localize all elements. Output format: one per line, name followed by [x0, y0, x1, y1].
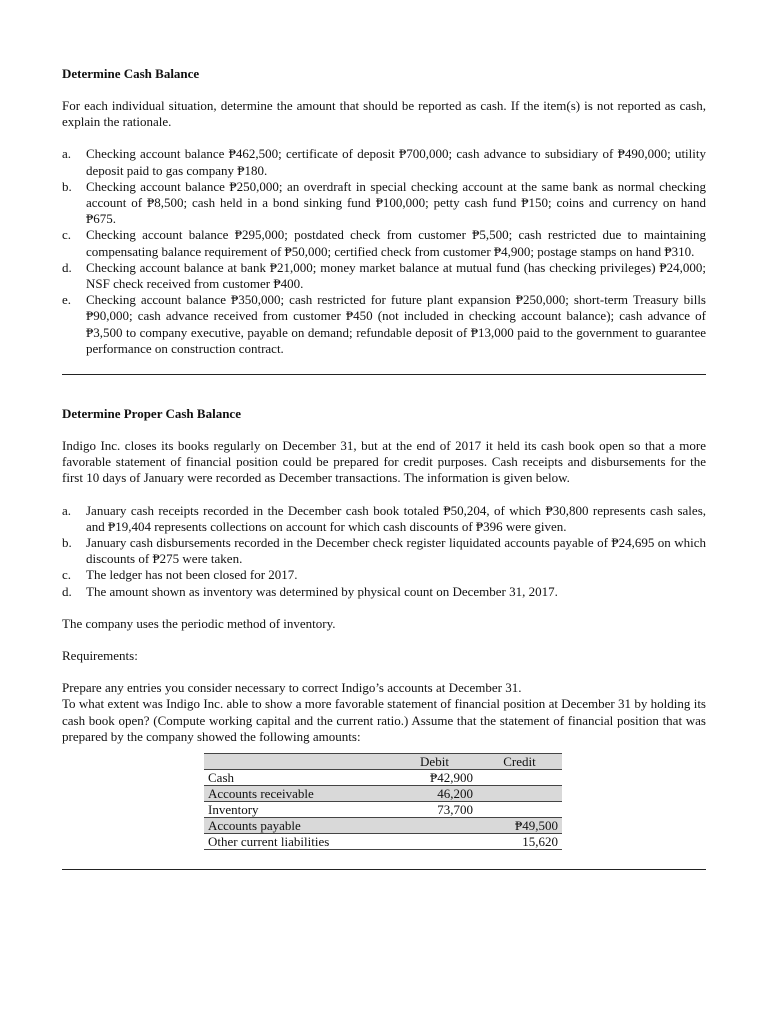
section1-intro: For each individual situation, determine the amount that should be reported as cash. If the item(s) is not reported as cash, explain the rationale. [62, 98, 706, 130]
document-page [62, 66, 706, 870]
table-row: Other current liabilities 15,620 [204, 834, 562, 850]
table-row: Accounts receivable 46,200 [204, 786, 562, 802]
table-header-debit: Debit [392, 754, 477, 770]
section-divider [62, 374, 706, 375]
list-item: a. January cash receipts recorded in the December cash book totaled ₱50,204, of which ₱30,800 represents cash sales, and ₱19,404 represents collections on account for which cash discounts of ₱396 were given. [62, 502, 706, 534]
requirement-2: To what extent was Indigo Inc. able to show a more favorable statement of financial position at December 31 by holding its cash book open? (Compute working capital and the current ratio.) Assume that the statement of financial position that was prepared by the company showed the following amounts: [62, 696, 706, 744]
section2-intro: Indigo Inc. closes its books regularly on December 31, but at the end of 2017 it held its cash book open so that a more favorable statement of financial position could be prepared for credit purposes. Cash receipts and disbursements for the first 10 days of January were recorded as December transactions. The information is given below. [62, 438, 706, 486]
table-header-credit: Credit [477, 754, 562, 770]
table-row: Inventory 73,700 [204, 802, 562, 818]
list-item: b. January cash disbursements recorded in the December check register liquidated accounts payable of ₱24,695 on which discounts of ₱275 were taken. [62, 535, 706, 567]
section-title-proper-cash-balance: Determine Proper Cash Balance [62, 406, 241, 422]
section-divider [62, 869, 706, 870]
section2-list [62, 503, 706, 600]
table-header-account [204, 754, 392, 770]
table-header-row [204, 754, 562, 770]
list-item: c. Checking account balance ₱295,000; postdated check from customer ₱5,500; cash restricted due to maintaining compensating balance requirement of ₱50,000; certified check from customer ₱4,900; postage stamps on hand ₱310. [62, 227, 706, 259]
financial-position-table [204, 753, 562, 850]
section-title-cash-balance: Determine Cash Balance [62, 66, 200, 81]
table-row: Accounts payable ₱49,500 [204, 818, 562, 834]
list-item: a. Checking account balance ₱462,500; certificate of deposit ₱700,000; cash advance to subsidiary of ₱490,000; utility deposit paid to gas company ₱180. [62, 146, 706, 178]
inventory-method-note: The company uses the periodic method of inventory. [62, 615, 336, 631]
list-item: e. Checking account balance ₱350,000; cash restricted for future plant expansion ₱250,000; short-term Treasury bills ₱90,000; cash advance received from customer ₱450 (not included in checking account balance); cash advance of ₱3,500 to company executive, payable on demand; refundable deposit of ₱13,000 paid to the government to guarantee performance on construction contract. [62, 292, 706, 356]
list-item: c. The ledger has not been closed for 2017. [62, 567, 298, 583]
table-row: Cash ₱42,900 [204, 770, 562, 786]
list-item: d. Checking account balance at bank ₱21,000; money market balance at mutual fund (has checking privileges) ₱24,000; NSF check received from customer ₱400. [62, 259, 706, 292]
section1-list [62, 146, 706, 357]
requirements-label: Requirements: [62, 648, 138, 664]
requirement-1: Prepare any entries you consider necessary to correct Indigo’s accounts at December 31. [62, 680, 522, 696]
list-item: d. The amount shown as inventory was determined by physical count on December 31, 2017. [62, 583, 558, 599]
list-item: b. Checking account balance ₱250,000; an overdraft in special checking account at the same bank as normal checking account of ₱8,500; cash held in a bond sinking fund ₱100,000; petty cash fund ₱150; coins and currency on hand ₱675. [62, 178, 706, 227]
